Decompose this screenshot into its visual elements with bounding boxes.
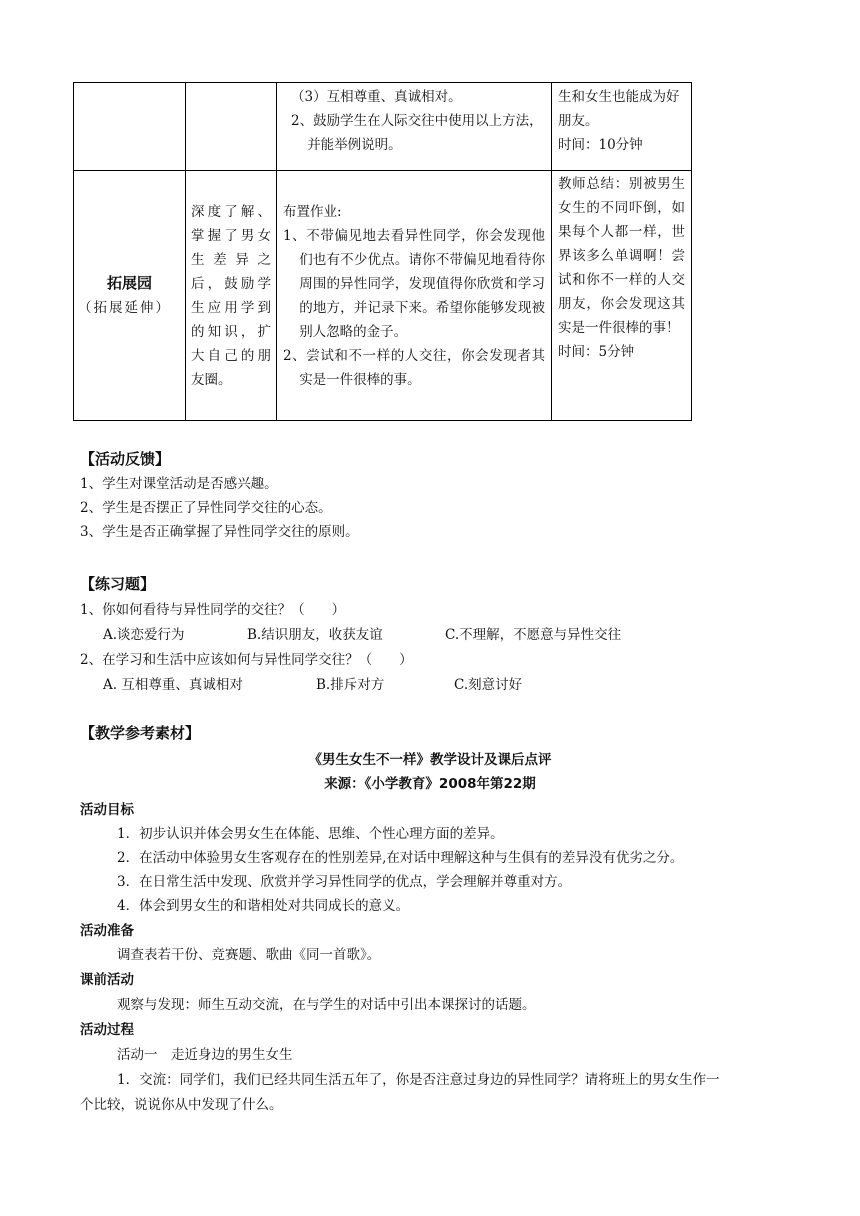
goal-text: 深度了解、掌握了男女生差异之后，鼓励学生应用学到的知识，扩大自己的朋友圈。 [191, 203, 271, 388]
material-source: 来源：《小学教育》2008年第22期 [324, 776, 536, 792]
question-2-option-c: C.刻意讨好 [454, 677, 523, 693]
list-item: （3）互相尊重、真诚相对。 [291, 89, 462, 105]
goal-item: 1．初步认识并体会男女生在体能、思维、个性心理方面的差异。 [117, 826, 504, 842]
homework-heading: 布置作业: [283, 203, 342, 220]
time-label: 时间：10分钟 [558, 137, 643, 153]
list-item: 2、尝试和不一样的人交往，你会发现者其实是一件很棒的事。 [283, 347, 545, 388]
table-row [74, 171, 692, 421]
question-1-option-a: A.谈恋爱行为 [103, 627, 185, 643]
table-cell [552, 83, 692, 171]
section-title: 拓展园 [106, 273, 152, 292]
feedback-item: 1、学生对课堂活动是否感兴趣。 [80, 476, 278, 492]
teacher-summary: 教师总结：别被男生女生的不同吓倒，如果每个人都一样，世界该多么单调啊！尝试和你不一样的人交朋友，你会发现这其实是一件很棒的事！ [558, 176, 685, 336]
material-heading: 《男生女生不一样》教学设计及课后点评 [308, 752, 552, 768]
table-cell [552, 171, 692, 421]
goal-title: 活动目标 [80, 802, 134, 818]
section-subtitle: （拓展延伸） [78, 299, 171, 316]
prep-text: 调查表若干份、竞赛题、歌曲《同一首歌》。 [117, 947, 381, 963]
table-cell [277, 83, 552, 171]
exercises-title: 【练习题】 [80, 575, 156, 593]
pre-activity-text: 观察与发现：师生互动交流，在与学生的对话中引出本课探讨的话题。 [117, 997, 536, 1013]
question-1-option-c: C.不理解，不愿意与异性交往 [445, 627, 622, 643]
exchange-text: 1．交流：同学们，我们已经共同生活五年了，你是否注意过身边的异性同学？请将班上的男女生作一 [117, 1072, 720, 1088]
feedback-item: 3、学生是否正确掌握了异性同学交往的原则。 [80, 524, 359, 540]
table-cell [186, 171, 277, 421]
process-title: 活动过程 [80, 1022, 134, 1038]
question-1-option-b: B.结识朋友，收获友谊 [247, 627, 383, 643]
time-label: 时间：5分钟 [558, 344, 635, 360]
list-item: 1、不带偏见地去看异性同学，你会发现他们也有不少优点。请你不带偏见地看待你周围的异性同学，发现值得你欣赏和学习的地方，并记录下来。希望你能够发现被别人忽略的金子。 [283, 227, 545, 340]
feedback-item: 2、学生是否摆正了异性同学交往的心态。 [80, 500, 332, 516]
cell-text: 生和女生也能成为好朋友。 [558, 89, 680, 129]
lesson-table [73, 82, 692, 421]
feedback-title: 【活动反馈】 [80, 450, 171, 468]
pre-activity-title: 课前活动 [80, 972, 134, 988]
activity-1-title: 活动一 走近身边的男生女生 [117, 1047, 293, 1063]
prep-title: 活动准备 [80, 923, 134, 939]
table-cell [74, 83, 186, 171]
question-2-option-a: A. 互相尊重、真诚相对 [103, 677, 243, 693]
question-2-option-b: B.排斥对方 [316, 677, 385, 693]
goal-item: 2．在活动中体验男女生客观存在的性别差异,在对话中理解这种与生俱有的差异没有优劣之分。 [117, 850, 684, 866]
table-cell [74, 171, 186, 421]
question-1: 1、你如何看待与异性同学的交往？（ ） [80, 602, 346, 618]
goal-item: 4．体会到男女生的和谐相处对共同成长的意义。 [117, 898, 410, 914]
material-title: 【教学参考素材】 [80, 724, 201, 742]
goal-item: 3．在日常生活中发现、欣赏并学习异性同学的优点，学会理解并尊重对方。 [117, 874, 572, 890]
question-2: 2、在学习和生活中应该如何与异性同学交往？（ ） [80, 652, 413, 668]
table-cell [277, 171, 552, 421]
table-cell [186, 83, 277, 171]
table-row [74, 83, 692, 171]
exchange-text-cont: 个比较，说说你从中发现了什么。 [80, 1097, 283, 1113]
list-item: 2、鼓励学生在人际交往中使用以上方法，并能举例说明。 [291, 113, 543, 153]
